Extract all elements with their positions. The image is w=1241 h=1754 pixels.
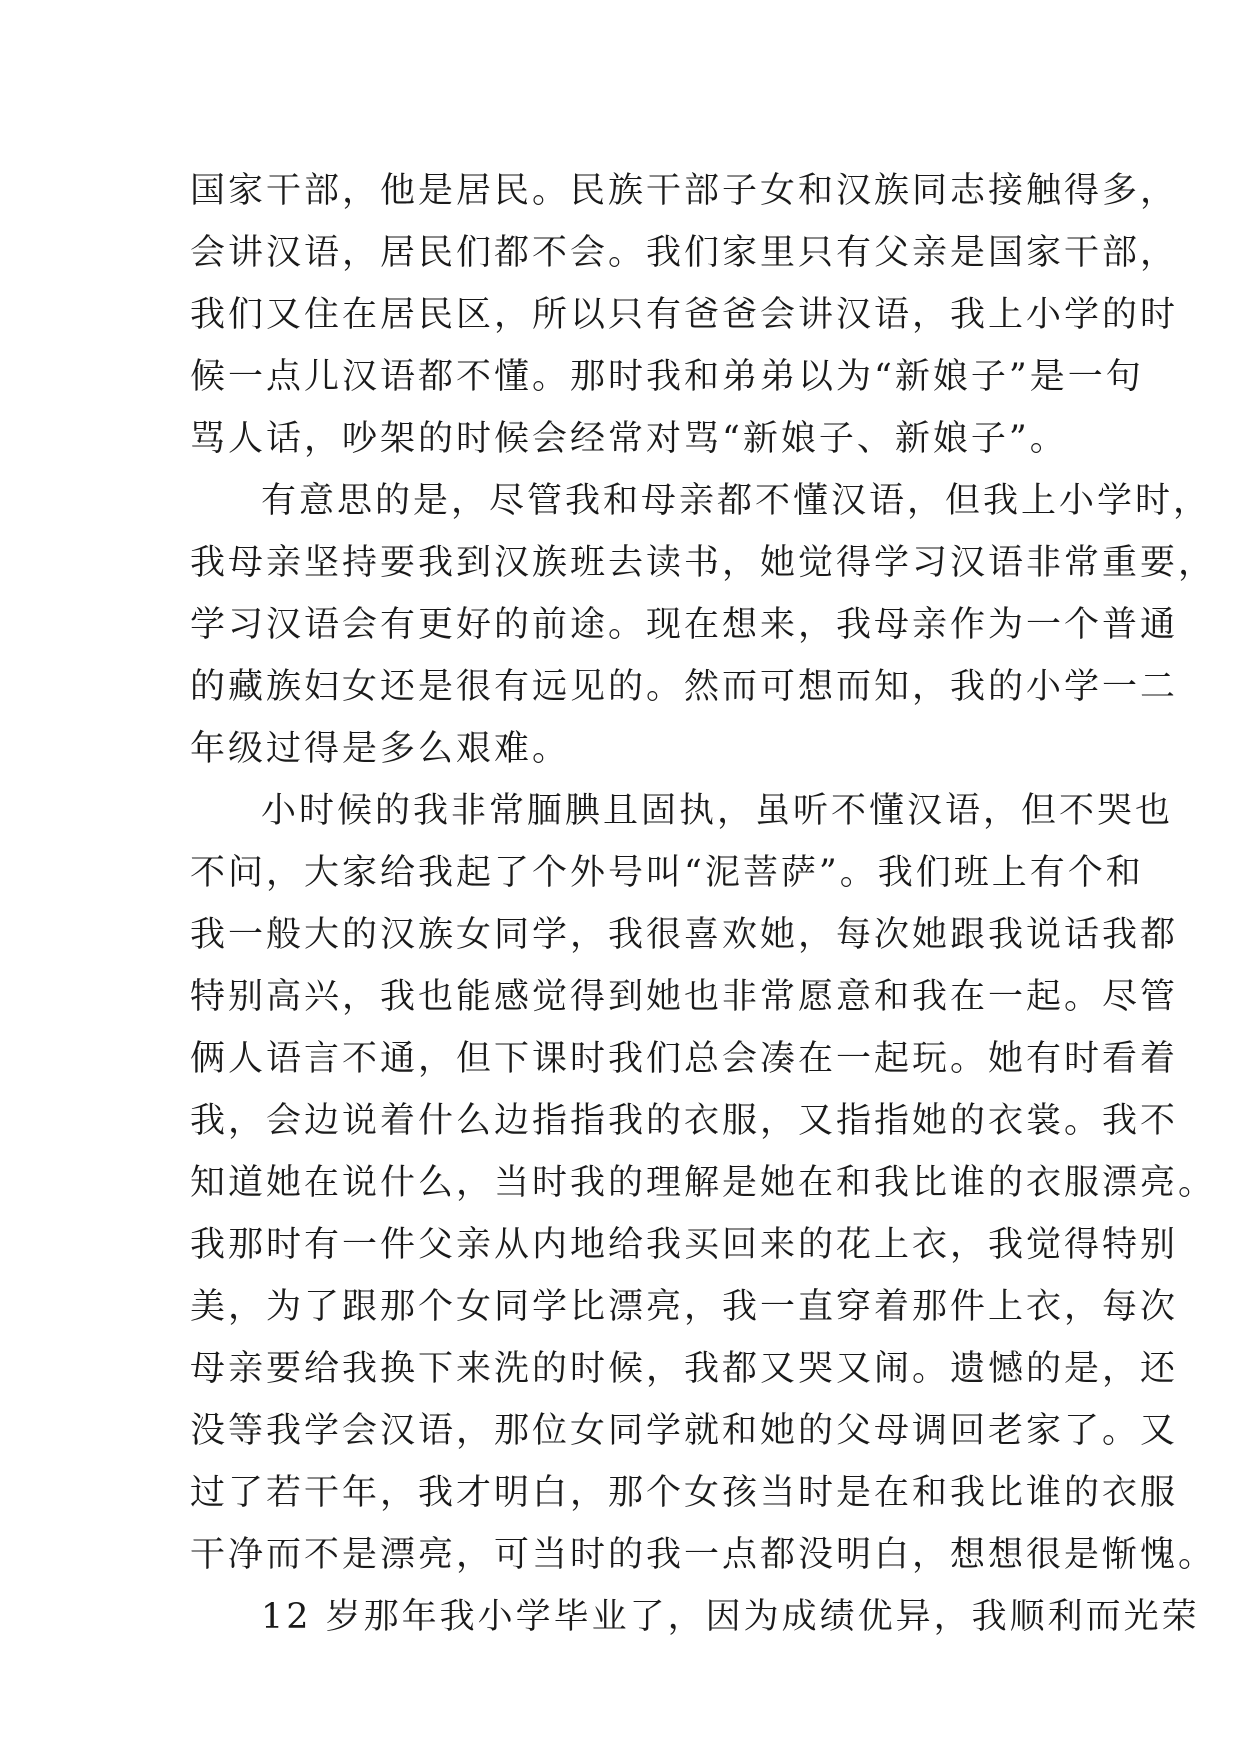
text-line: 过了若干年，我才明白，那个女孩当时是在和我比谁的衣服 — [190, 1473, 1179, 1513]
text-line: 我那时有一件父亲从内地给我买回来的花上衣，我觉得特别 — [190, 1225, 1179, 1265]
text-line: 美，为了跟那个女同学比漂亮，我一直穿着那件上衣，每次 — [190, 1287, 1179, 1327]
text-line: 会讲汉语，居民们都不会。我们家里只有父亲是国家干部， — [190, 233, 1179, 273]
text-line: 俩人语言不通，但下课时我们总会凑在一起玩。她有时看着 — [190, 1039, 1179, 1079]
text-line: 没等我学会汉语，那位女同学就和她的父母调回老家了。又 — [190, 1411, 1179, 1451]
text-line: 候一点儿汉语都不懂。那时我和弟弟以为“新娘子”是一句 — [190, 357, 1144, 397]
text-line: 知道她在说什么，当时我的理解是她在和我比谁的衣服漂亮。 — [190, 1163, 1217, 1203]
text-line: 骂人话，吵架的时候会经常对骂“新娘子、新娘子”。 — [190, 419, 1068, 459]
text-line: 小时候的我非常腼腆且固执，虽听不懂汉语，但不哭也 — [261, 791, 1174, 831]
paragraph — [190, 1586, 1200, 1648]
text-line: 干净而不是漂亮，可当时的我一点都没明白，想想很是惭愧。 — [190, 1535, 1217, 1575]
text-line: 的藏族妇女还是很有远见的。然而可想而知，我的小学一二 — [190, 667, 1179, 707]
text-line: 我一般大的汉族女同学，我很喜欢她，每次她跟我说话我都 — [190, 915, 1179, 955]
text-line: 母亲要给我换下来洗的时候，我都又哭又闹。遗憾的是，还 — [190, 1349, 1179, 1389]
text-line: 有意思的是，尽管我和母亲都不懂汉语，但我上小学时， — [261, 481, 1212, 521]
text-line: 学习汉语会有更好的前途。现在想来，我母亲作为一个普通 — [190, 605, 1179, 645]
text-line: 国家干部，他是居民。民族干部子女和汉族同志接触得多， — [190, 171, 1179, 211]
text-line: 不问，大家给我起了个外号叫“泥菩萨”。我们班上有个和 — [190, 853, 1144, 893]
paragraph — [190, 470, 1217, 780]
text-line: 我母亲坚持要我到汉族班去读书，她觉得学习汉语非常重要， — [190, 543, 1217, 583]
text-line: 年级过得是多么艰难。 — [190, 729, 571, 769]
body-text — [190, 160, 1217, 1648]
paragraph — [190, 780, 1217, 1586]
text-line: 我们又住在居民区，所以只有爸爸会讲汉语，我上小学的时 — [190, 295, 1179, 335]
text-line: 特别高兴，我也能感觉得到她也非常愿意和我在一起。尽管 — [190, 977, 1179, 1017]
paragraph — [190, 160, 1179, 470]
text-line: 12 岁那年我小学毕业了，因为成绩优异，我顺利而光荣 — [261, 1597, 1200, 1637]
text-line: 我，会边说着什么边指指我的衣服，又指指她的衣裳。我不 — [190, 1101, 1179, 1141]
